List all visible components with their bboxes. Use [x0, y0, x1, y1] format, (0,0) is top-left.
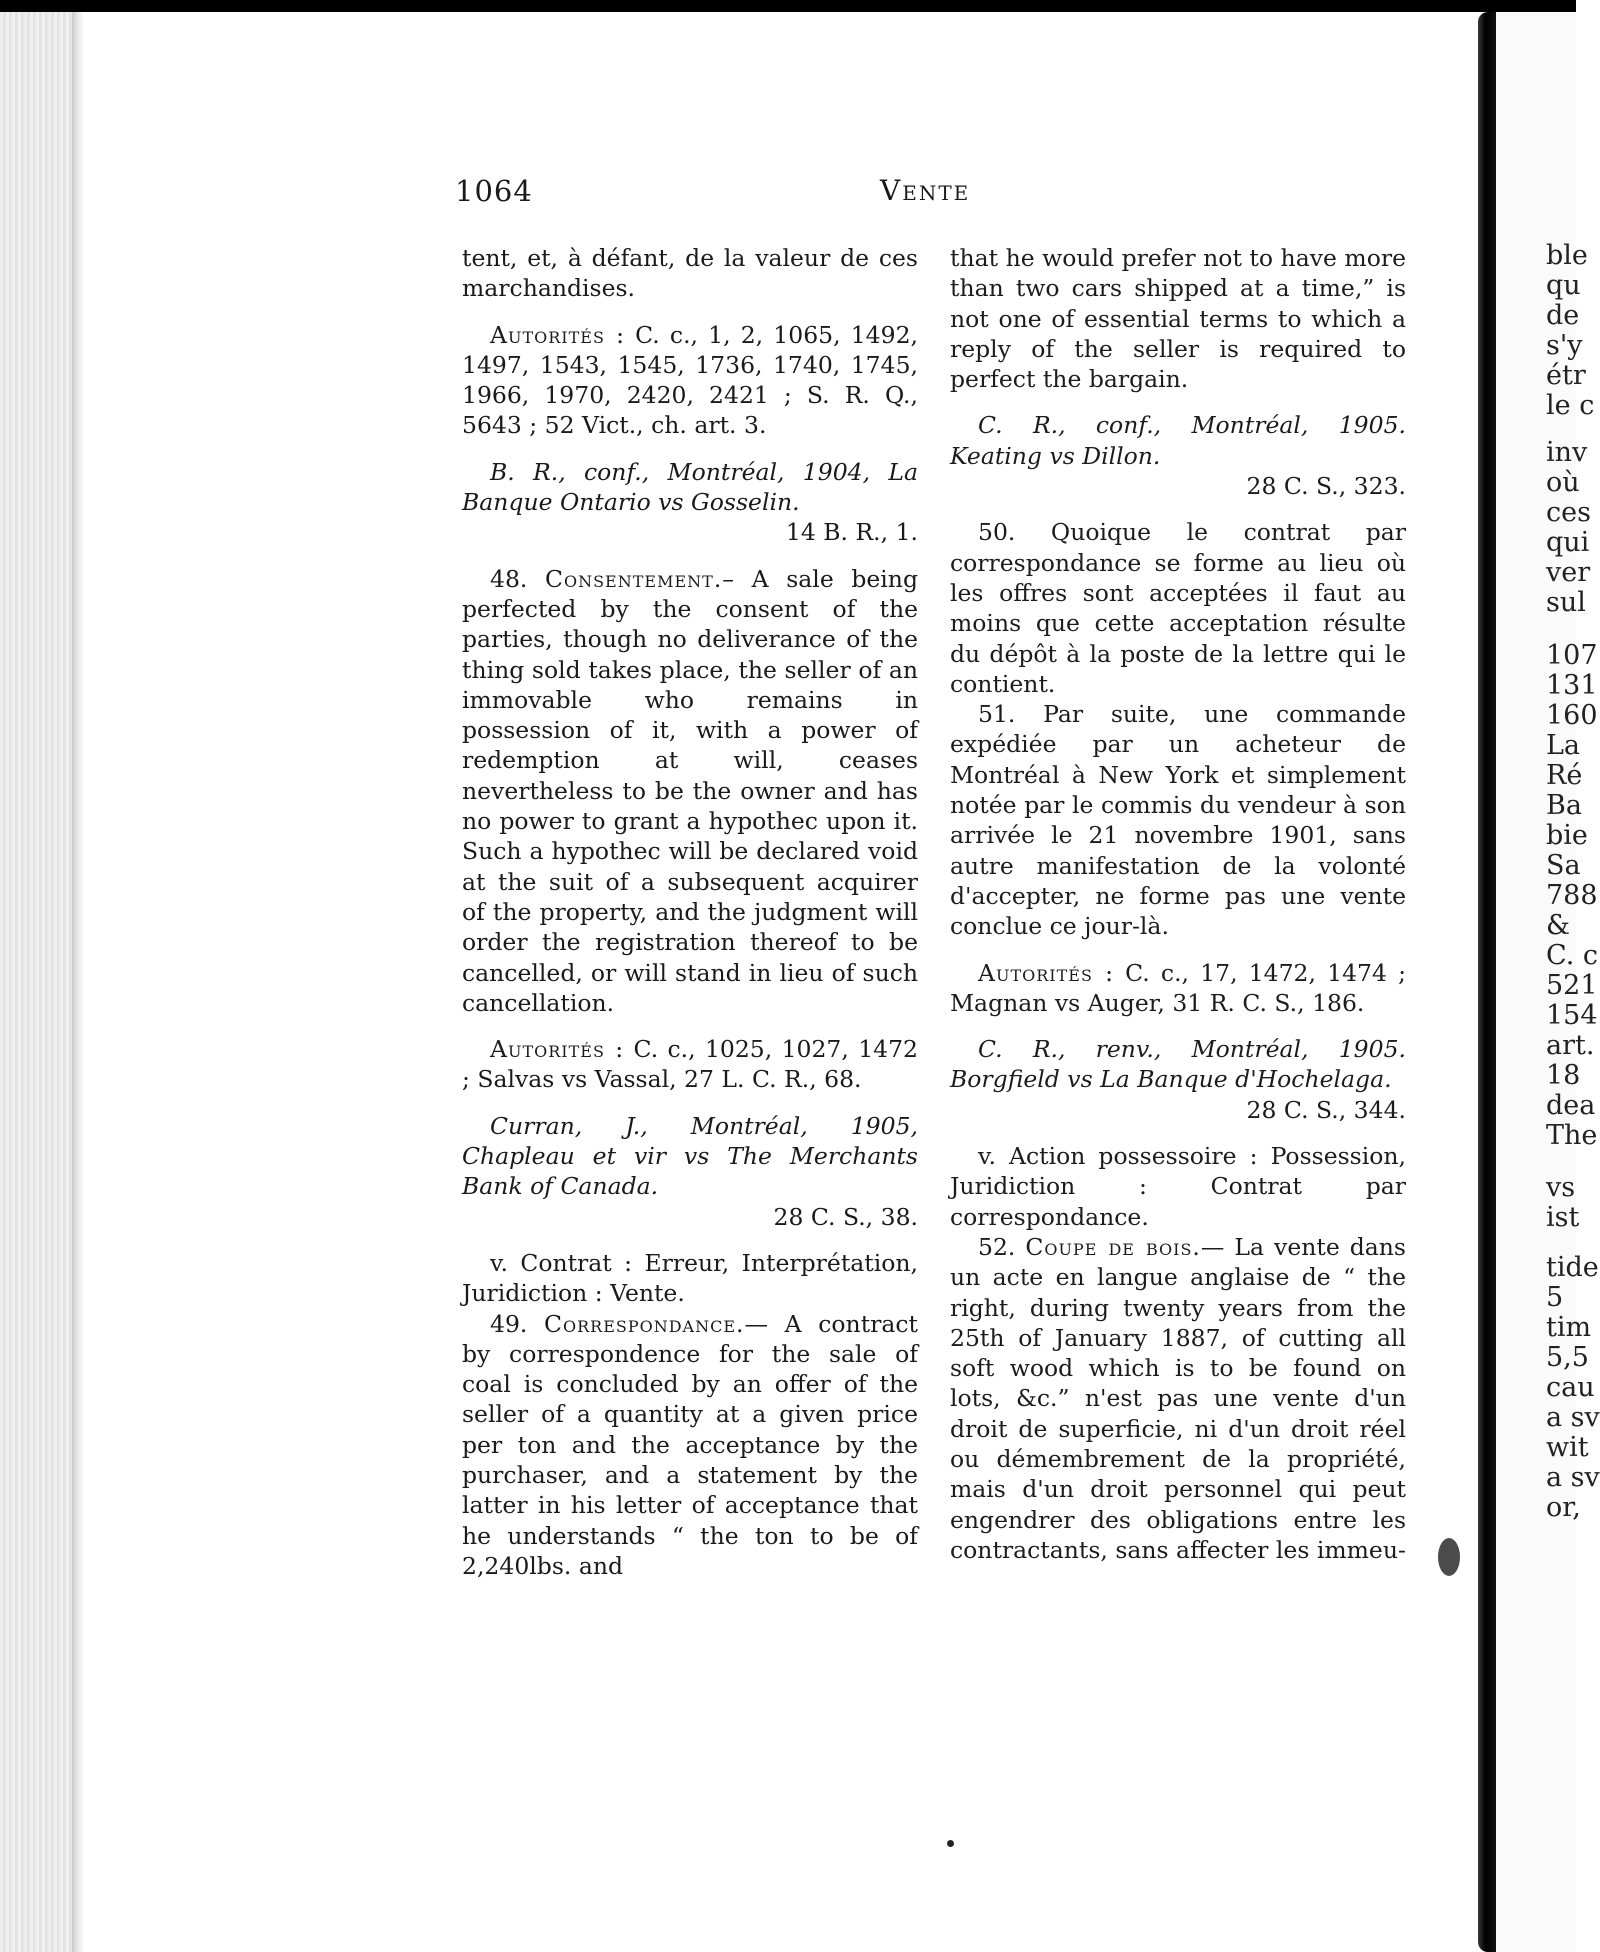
adjacent-page-fragment: 154: [1546, 1000, 1598, 1031]
running-head: [0, 174, 1476, 214]
adjacent-page-fragment: ist: [1546, 1202, 1580, 1233]
adjacent-page-fragment: &: [1546, 910, 1571, 941]
adjacent-page-fragment: The: [1546, 1120, 1598, 1151]
adjacent-page-fragment: qui: [1546, 527, 1590, 558]
section-text: — A contract by correspondence for the sale of coal is concluded by an offer of the seller of a quantity at a given price per ton and the acceptance by the purchaser, and a statement by the latter in his letter of acceptance that he understands “ the ton to be of 2,240lbs. and: [462, 1309, 918, 1580]
section-number: 49.: [490, 1309, 528, 1338]
adjacent-page-fragment: art.: [1546, 1030, 1595, 1061]
authorities-label: Autorités :: [978, 958, 1114, 987]
adjacent-page-fragment: 788: [1546, 880, 1598, 911]
section-number: 51.: [978, 700, 1016, 729]
adjacent-page-fragment: s'y: [1546, 330, 1583, 361]
adjacent-page-fragment: Ba: [1546, 790, 1582, 821]
adjacent-page-fragment: inv: [1546, 437, 1588, 468]
adjacent-page-fragment: cau: [1546, 1372, 1595, 1403]
book-gutter: [1478, 12, 1496, 1952]
case-reference: 28 C. S., 323.: [1246, 472, 1406, 501]
case-citation: C. R., renv., Montréal, 1905. Borgfield vs La Banque d'Hochelaga.: [950, 1035, 1406, 1094]
section-text: Quoique le contrat par correspondance se forme au lieu où les offres sont acceptées il faut au moins que cette acceptation résulte du dépôt à la poste de la lettre qui le contient.: [950, 518, 1406, 698]
page-number: 1064: [455, 174, 533, 208]
adjacent-page-fragment: 521: [1546, 970, 1598, 1001]
adjacent-page-fragment: wit: [1546, 1432, 1589, 1463]
case-citation: B. R., conf., Montréal, 1904, La Banque Ontario vs Gosselin.: [462, 457, 918, 517]
adjacent-page-fragment: étr: [1546, 360, 1586, 391]
section-heading: Consentement.: [545, 564, 723, 593]
adjacent-page-fragment: La: [1546, 730, 1581, 761]
section-48: [462, 564, 918, 1018]
book-page-edges: [0, 12, 74, 1952]
section-text: Par suite, une commande expédiée par un acheteur de Montréal à New York et simplement notée par le commis du vendeur à son arrivée le 21 novembre 1901, sans autre manifestation de la volonté d'accepter, ne forme pas une vente conclue ce jour-là.: [950, 700, 1406, 941]
case-citation: C. R., conf., Montréal, 1905. Keating vs Dillon.: [950, 411, 1406, 470]
ink-blot: [1438, 1538, 1460, 1576]
section-heading: Coupe de bois.: [1025, 1232, 1201, 1261]
adjacent-page-fragment: ver: [1546, 557, 1591, 588]
authorities-label: Autorités :: [490, 1035, 625, 1064]
adjacent-page-fragment: Ré: [1546, 760, 1583, 791]
paragraph: that he would prefer not to have more than two cars shipped at a time,” is not one of essential terms to which a reply of the seller is required to perfect the bargain.: [950, 244, 1406, 394]
section-heading: Correspondance.: [544, 1309, 745, 1338]
adjacent-page-fragment: 5: [1546, 1282, 1564, 1313]
adjacent-page-fragment: de: [1546, 300, 1580, 331]
adjacent-page-fragment: tide: [1546, 1252, 1599, 1283]
case-citation-text: Curran, J., Montréal, 1905, Chapleau et vir vs The Merchants Bank of Canada.: [462, 1111, 918, 1201]
authorities-text: C. c., 1025, 1027, 1472 ; Salvas vs Vassal, 27 L. C. R., 68.: [462, 1035, 918, 1094]
section-49: [462, 1309, 918, 1582]
paragraph: tent, et, à défant, de la valeur de ces marchandises.: [462, 244, 918, 303]
adjacent-page-fragment: tim: [1546, 1312, 1592, 1343]
case-reference: 28 C. S., 38.: [773, 1202, 918, 1231]
adjacent-page-fragment: bie: [1546, 820, 1588, 851]
authorities: [462, 1034, 918, 1095]
adjacent-page-fragment: a sv: [1546, 1462, 1600, 1493]
scan-top-border: [0, 0, 1576, 12]
section-51: [950, 699, 1406, 941]
section-52: [950, 1232, 1406, 1565]
adjacent-page-fragment: ble: [1546, 240, 1588, 271]
cross-reference: v. Contrat : Erreur, Interprétation, Juridiction : Vente.: [462, 1248, 918, 1308]
section-50: [950, 517, 1406, 699]
adjacent-page-fragment: 18: [1546, 1060, 1581, 1091]
adjacent-page-fragment: où: [1546, 467, 1580, 498]
left-column: [462, 243, 918, 1581]
adjacent-page-fragment: dea: [1546, 1090, 1596, 1121]
adjacent-page-fragment: sul: [1546, 587, 1586, 618]
authorities: [462, 320, 918, 441]
adjacent-page-fragment: a sv: [1546, 1402, 1600, 1433]
adjacent-page-fragment: ces: [1546, 497, 1591, 528]
adjacent-page-fragment: Sa: [1546, 850, 1581, 881]
section-number: 52.: [978, 1232, 1016, 1261]
book-edge-shadow: [74, 12, 84, 1952]
adjacent-page-fragment: 131: [1546, 670, 1598, 701]
case-citation: [462, 1111, 918, 1202]
authorities-text: C. c., 1, 2, 1065, 1492, 1497, 1543, 1545, 1736, 1740, 1745, 1966, 1970, 2420, 2421 ; S. R. Q., 5643 ; 52 Vict., ch. art. 3.: [462, 320, 918, 440]
adjacent-page-fragment: C. c: [1546, 940, 1598, 971]
page-title: Vente: [880, 174, 971, 207]
adjacent-page-fragment: qu: [1546, 270, 1581, 301]
section-text: – A sale being perfected by the consent of the parties, though no deliverance of the thing sold takes place, the seller of an immovable who remains in possession of it, with a power of redemption at will, ceases nevertheless to be the owner and has no power to grant a hypothec upon it. Such a hypothec will be declared void at the suit of a subsequent acquirer of the property, and the judgment will order the registration thereof to be cancelled, or will stand in lieu of such cancellation.: [462, 564, 918, 1017]
adjacent-page-fragment: 107: [1546, 640, 1598, 671]
section-number: 48.: [490, 564, 528, 593]
page-dot-mark: [947, 1840, 954, 1847]
section-number: 50.: [978, 518, 1016, 547]
right-column: [950, 243, 1406, 1565]
case-reference: 14 B. R., 1.: [785, 518, 918, 547]
section-text: — La vente dans un acte en langue anglaise de “ the right, during twenty years from the 25th of January 1887, of cutting all soft wood which is to be found on lots, &c.” n'est pas une vente d'un droit de superficie, ni d'un droit réel ou démembrement de la propriété, mais d'un droit personnel qui peut engendrer des obligations entre les contractants, sans affecter les immeu-: [950, 1232, 1406, 1564]
adjacent-page-fragment: 5,5: [1546, 1342, 1589, 1373]
cross-reference: v. Action possessoire : Possession, Juridiction : Contrat par correspondance.: [950, 1142, 1406, 1231]
adjacent-page-fragment: le c: [1546, 390, 1595, 421]
authorities: [950, 958, 1406, 1019]
authorities-text: C. c., 17, 1472, 1474 ; Magnan vs Auger, 31 R. C. S., 186.: [950, 958, 1406, 1017]
adjacent-page: [1496, 12, 1600, 1952]
authorities-label: Autorités :: [490, 320, 625, 349]
case-reference: 28 C. S., 344.: [1246, 1095, 1406, 1124]
adjacent-page-fragment: or,: [1546, 1492, 1581, 1523]
adjacent-page-fragment: 160: [1546, 700, 1598, 731]
adjacent-page-fragment: vs: [1546, 1172, 1576, 1203]
